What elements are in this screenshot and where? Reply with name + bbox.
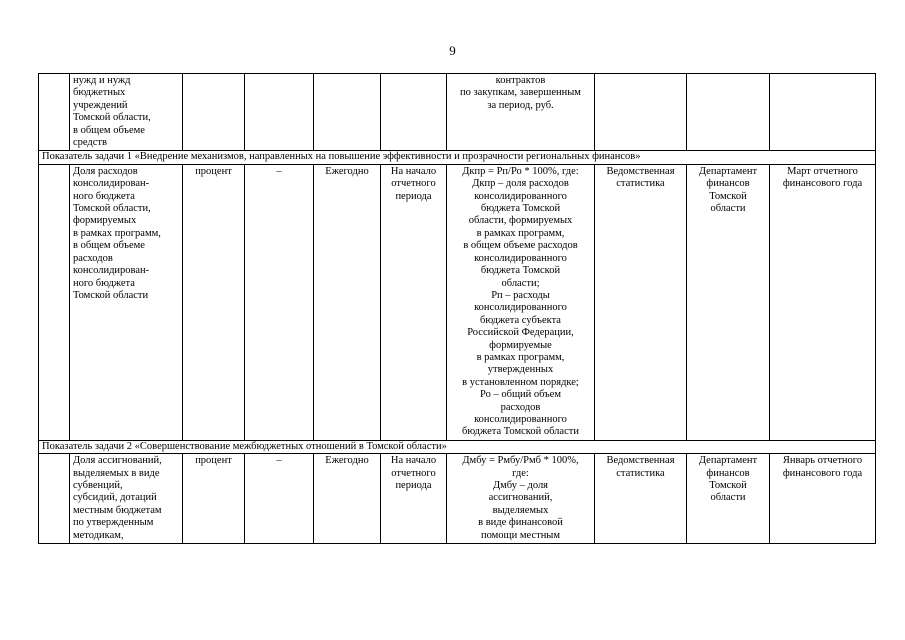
- text-line: На начало: [390, 165, 437, 177]
- text-line: в общем объеме: [73, 124, 145, 136]
- text-line: бюджета Томской области: [462, 426, 579, 438]
- text-line: финансов: [706, 178, 750, 190]
- text-line: выделяемых в виде: [73, 467, 160, 479]
- text-line: бюджетных: [73, 87, 126, 99]
- text-line: Доля ассигнований,: [73, 455, 162, 467]
- text-line: Рп – расходы: [491, 289, 550, 301]
- text-line: Дмбу = Рмбу/Рмб * 100%,: [462, 455, 579, 467]
- table-row: [39, 74, 876, 151]
- periodicity-cell: Ежегодно: [314, 454, 381, 544]
- text-line: нужд и нужд: [73, 75, 131, 86]
- text-line: Томской области,: [73, 203, 151, 215]
- text-line: статистика: [616, 467, 665, 479]
- text-line: средств: [73, 137, 107, 149]
- formula-cell: [447, 454, 595, 544]
- indicators-table: [38, 73, 876, 544]
- date-cell: [381, 74, 447, 151]
- text-line: Томской: [709, 480, 747, 491]
- text-line: Дкпр = Рп/Ро * 100%, где:: [462, 165, 579, 177]
- unit-cell: процент: [183, 164, 245, 440]
- text-line: ного бюджета: [73, 277, 135, 289]
- text-line: консолидированного: [474, 413, 567, 425]
- text-line: Томской: [709, 190, 747, 202]
- text-line: за период, руб.: [487, 99, 554, 111]
- text-line: области: [710, 203, 746, 215]
- text-line: периода: [395, 190, 432, 202]
- text-line: области: [710, 492, 746, 504]
- text-line: Дмбу – доля: [492, 480, 549, 491]
- section-row: [39, 440, 876, 453]
- row-number-cell: [39, 164, 70, 440]
- text-line: Томской области: [73, 289, 149, 301]
- text-line: консолидированного: [474, 252, 567, 264]
- text-line: в установленном порядке;: [462, 376, 579, 388]
- text-line: субвенций,: [73, 480, 123, 491]
- text-line: консолидирован-: [73, 265, 150, 277]
- text-line: Март отчетного: [787, 165, 858, 177]
- text-line: в рамках программ,: [476, 227, 565, 239]
- text-line: области;: [501, 277, 540, 289]
- text-line: На начало: [390, 455, 437, 467]
- page-number: 9: [449, 43, 456, 58]
- text-line: Департамент: [698, 455, 758, 467]
- text-line: статистика: [616, 178, 665, 190]
- text-line: Дкпр – доля расходов: [472, 178, 569, 190]
- indicator-type-cell: –: [245, 454, 314, 544]
- text-line: Ведомственная: [606, 455, 675, 467]
- indicator-type-cell: –: [245, 164, 314, 440]
- source-cell: [595, 74, 687, 151]
- date-cell: [381, 164, 447, 440]
- text-line: учреждений: [73, 99, 128, 111]
- text-line: Российской Федерации,: [467, 327, 574, 339]
- text-line: в общем объеме: [73, 240, 145, 252]
- unit-cell: процент: [183, 454, 245, 544]
- text-line: помощи местным: [480, 529, 561, 541]
- text-line: финансового года: [782, 178, 863, 190]
- text-line: Ведомственная: [606, 165, 675, 177]
- indicator-name-cell: [70, 164, 183, 440]
- responsible-cell: [687, 74, 770, 151]
- text-line: в виде финансовой: [478, 517, 563, 529]
- section-header-task-1: Показатель задачи 1 «Внедрение механизмов, направленных на повышение эффективности и прозрачности региональных финансов»: [39, 151, 876, 164]
- indicator-name-cell: [70, 454, 183, 544]
- text-line: Томской области,: [73, 112, 151, 124]
- table-row: [39, 164, 876, 440]
- row-number-cell: [39, 74, 70, 151]
- indicator-type-cell: [245, 74, 314, 151]
- deadline-cell: [770, 454, 876, 544]
- responsible-cell: [687, 454, 770, 544]
- section-row: [39, 151, 876, 164]
- text-line: консолидированного: [474, 302, 567, 314]
- section-header-task-2: Показатель задачи 2 «Совершенствование межбюджетных отношений в Томской области»: [39, 440, 876, 453]
- text-line: Январь отчетного: [782, 455, 863, 467]
- text-line: формируемых: [73, 215, 137, 227]
- text-line: области, формируемых: [468, 215, 573, 227]
- text-line: отчетного: [391, 467, 436, 479]
- text-line: расходов: [500, 401, 541, 413]
- text-line: консолидированного: [474, 190, 567, 202]
- deadline-cell: [770, 74, 876, 151]
- deadline-cell: [770, 164, 876, 440]
- text-line: в общем объеме расходов: [463, 240, 578, 252]
- source-cell: [595, 164, 687, 440]
- source-cell: [595, 454, 687, 544]
- text-line: Доля расходов: [73, 165, 138, 177]
- responsible-cell: [687, 164, 770, 440]
- text-line: бюджета Томской: [480, 265, 561, 277]
- text-line: местным бюджетам: [73, 504, 162, 516]
- periodicity-cell: Ежегодно: [314, 164, 381, 440]
- row-number-cell: [39, 454, 70, 544]
- text-line: финансов: [706, 467, 750, 479]
- unit-cell: [183, 74, 245, 151]
- text-line: расходов: [73, 252, 113, 264]
- text-line: консолидирован-: [73, 178, 150, 190]
- text-line: по утвержденным: [73, 517, 154, 529]
- text-line: ассигнований,: [488, 492, 553, 504]
- formula-cell: [447, 164, 595, 440]
- text-line: в рамках программ,: [73, 227, 161, 239]
- text-line: отчетного: [391, 178, 436, 190]
- date-cell: [381, 454, 447, 544]
- text-line: финансового года: [782, 467, 863, 479]
- text-line: методикам,: [73, 529, 124, 541]
- text-line: периода: [395, 480, 432, 491]
- text-line: бюджета Томской: [480, 203, 561, 215]
- text-line: где:: [512, 467, 529, 479]
- text-line: утвержденных: [487, 364, 554, 376]
- text-line: контрактов: [495, 75, 546, 86]
- formula-cell: [447, 74, 595, 151]
- text-line: формируемые: [489, 339, 552, 351]
- text-line: Ро – общий объем: [480, 389, 561, 401]
- text-line: по закупкам, завершенным: [460, 87, 581, 99]
- text-line: в рамках программ,: [476, 351, 565, 363]
- text-line: субсидий, дотаций: [73, 492, 157, 504]
- text-line: Департамент: [698, 165, 758, 177]
- text-line: бюджета субъекта: [480, 314, 561, 326]
- table-row: [39, 454, 876, 544]
- indicator-name-cell: [70, 74, 183, 151]
- text-line: ного бюджета: [73, 190, 135, 202]
- periodicity-cell: [314, 74, 381, 151]
- text-line: выделяемых: [492, 504, 549, 516]
